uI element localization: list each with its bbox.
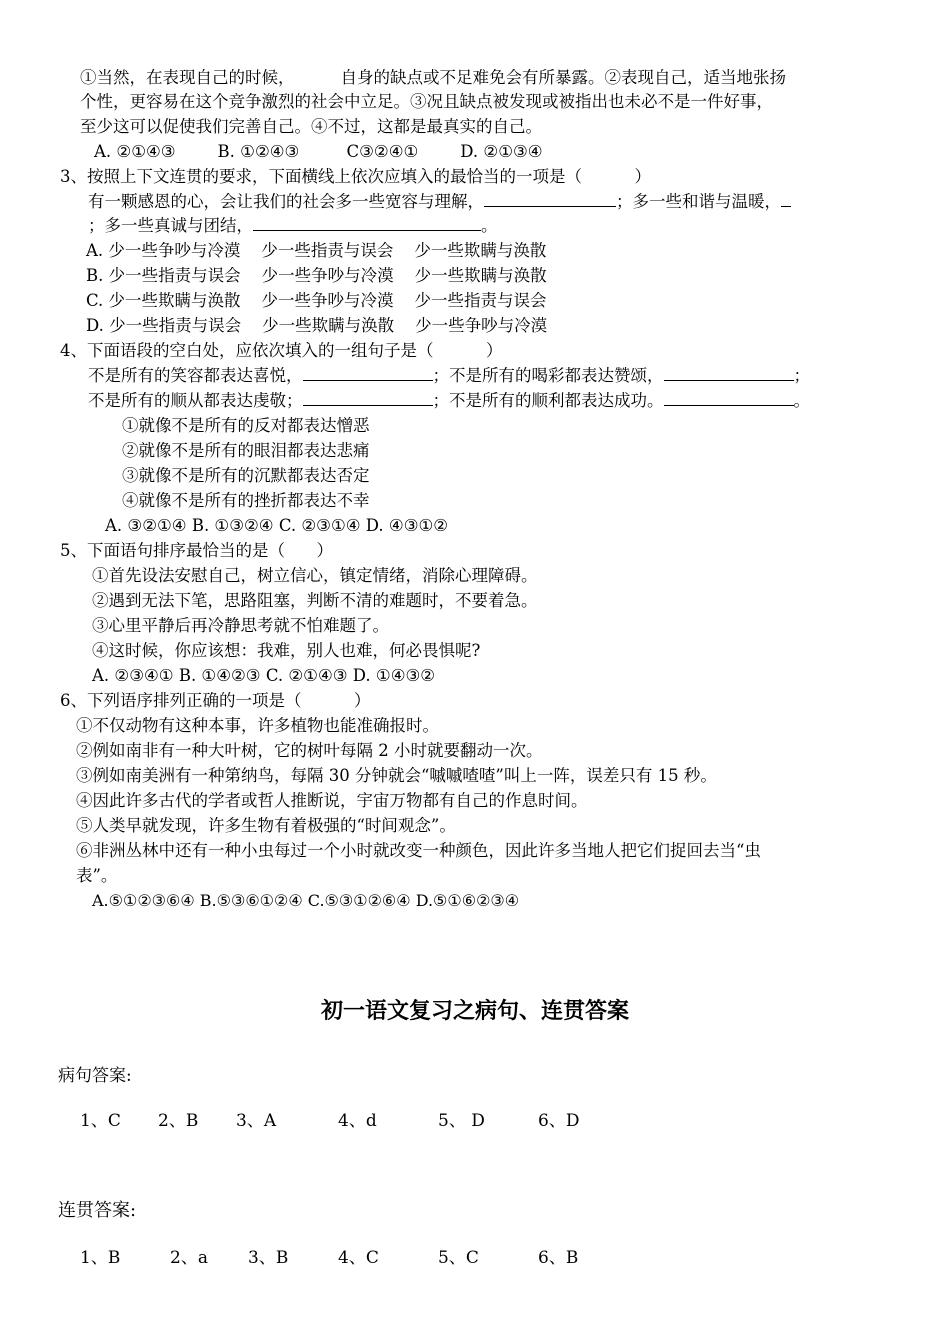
- q5-sentence-2: ②遇到无法下笔，思路阻塞，判断不清的难题时，不要着急。: [92, 591, 538, 610]
- q4-blank-3[interactable]: [303, 389, 433, 406]
- q4-p1b: ；不是所有的喝彩都表达赞颂，: [432, 366, 664, 385]
- q4-options: A. ③②①④ B. ①③②④ C. ②③①④ D. ④③①②: [105, 516, 449, 535]
- q5-sentence-1: ①首先设法安慰自己，树立信心，镇定情绪，消除心理障碍。: [92, 566, 538, 585]
- q3-blank-3[interactable]: [253, 214, 481, 231]
- lianguan-answer-6: 6、B: [538, 1248, 579, 1268]
- q4-blank-2[interactable]: [664, 364, 794, 381]
- q3-passage1a: 有一颗感恩的心，会让我们的社会多一些宽容与理解，: [88, 192, 484, 211]
- q3-passage-line1: [88, 190, 791, 214]
- bingju-answer-1: 1、C: [80, 1111, 121, 1131]
- q3-option-d: D. 少一些指责与误会 少一些欺瞒与涣散 少一些争吵与冷漠: [86, 316, 548, 335]
- q5-stem: 5、下面语句排序最恰当的是（ ）: [60, 541, 333, 560]
- q3-option-b: B. 少一些指责与误会 少一些争吵与冷漠 少一些欺瞒与涣散: [86, 266, 547, 285]
- lianguan-label: 连贯答案:: [58, 1200, 137, 1221]
- bingju-answer-2: 2、B: [158, 1111, 199, 1131]
- bingju-answer-5: 5、 D: [438, 1111, 485, 1131]
- bingju-answer-3: 3、A: [236, 1111, 277, 1131]
- q6-sentence-4: ④因此许多古代的学者或哲人推断说，宇宙万物都有自己的作息时间。: [76, 791, 588, 810]
- q2-options: A. ②①④③ B. ①②④③ C③②④① D. ②①③④: [94, 142, 543, 161]
- q3-blank-2[interactable]: [781, 190, 791, 207]
- q4-p2b: ；不是所有的顺利都表达成功。: [432, 391, 664, 410]
- q6-sentence-3: ③例如南美洲有一种第纳鸟，每隔 30 分钟就会“嘁嘁喳喳”叫上一阵，误差只有 15 秒。: [76, 766, 717, 785]
- q4-sentence-4: ④就像不是所有的挫折都表达不幸: [122, 491, 370, 510]
- q4-p1c: ；: [793, 366, 810, 385]
- q4-p2a: 不是所有的顺从都表达虔敬；: [88, 391, 303, 410]
- q6-stem: 6、下列语序排列正确的一项是（ ）: [60, 691, 371, 710]
- q4-passage-line1: [88, 364, 810, 388]
- q2-line1: [80, 66, 786, 90]
- q6-sentence-6b: 表”。: [76, 866, 118, 885]
- q3-option-a: A. 少一些争吵与冷漠 少一些指责与误会 少一些欺瞒与涣散: [86, 241, 547, 260]
- q4-passage-line2: [88, 389, 810, 413]
- q6-sentence-2: ②例如南非有一种大叶树，它的树叶每隔 2 小时就要翻动一次。: [76, 741, 543, 760]
- lianguan-answer-5: 5、C: [438, 1248, 479, 1268]
- q6-sentence-5: ⑤人类早就发现，许多生物有着极强的“时间观念”。: [76, 816, 456, 835]
- q4-p2c: 。: [793, 391, 810, 410]
- q5-options: A. ②③④① B. ①④②③ C. ②①④③ D. ①④③②: [92, 666, 436, 685]
- q3-passage2a: ；多一些真诚与团结，: [88, 216, 253, 235]
- q5-sentence-4: ④这时候，你应该想：我难，别人也难，何必畏惧呢?: [92, 641, 481, 660]
- q3-passage1b: ；多一些和谐与温暖，: [616, 192, 781, 211]
- q3-passage2b: 。: [481, 216, 498, 235]
- q3-stem: 3、按照上下文连贯的要求，下面横线上依次应填入的最恰当的一项是（ ）: [60, 167, 651, 186]
- q6-options: A.⑤①②③⑥④ B.⑤③⑥①②④ C.⑤③①②⑥④ D.⑤①⑥②③④: [92, 891, 520, 910]
- bingju-answer-4: 4、d: [338, 1111, 377, 1131]
- bingju-answer-6: 6、D: [538, 1111, 580, 1131]
- lianguan-answer-1: 1、B: [80, 1248, 121, 1268]
- q4-blank-4[interactable]: [664, 389, 794, 406]
- q4-sentence-3: ③就像不是所有的沉默都表达否定: [122, 466, 370, 485]
- q4-sentence-1: ①就像不是所有的反对都表达憎恶: [122, 416, 370, 435]
- q3-passage-line2: [88, 214, 498, 238]
- q4-stem: 4、下面语段的空白处，应依次填入的一组句子是（ ）: [60, 341, 503, 360]
- q4-p1a: 不是所有的笑容都表达喜悦，: [88, 366, 303, 385]
- lianguan-answer-2: 2、a: [170, 1248, 208, 1268]
- q2-line2: 个性，更容易在这个竞争激烈的社会中立足。③况且缺点被发现或被指出也未必不是一件好事，: [80, 92, 773, 111]
- q6-sentence-6a: ⑥非洲丛林中还有一种小虫每过一个小时就改变一种颜色，因此许多当地人把它们捉回去当“虫: [76, 841, 761, 860]
- lianguan-answer-4: 4、C: [338, 1248, 379, 1268]
- q5-sentence-3: ③心里平静后再冷静思考就不怕难题了。: [92, 616, 389, 635]
- q4-sentence-2: ②就像不是所有的眼泪都表达悲痛: [122, 441, 370, 460]
- q3-blank-1[interactable]: [484, 190, 616, 207]
- lianguan-answer-3: 3、B: [248, 1248, 289, 1268]
- q2-line1a: ①当然，在表现自己的时候，: [80, 68, 295, 87]
- q6-sentence-1: ①不仅动物有这种本事，许多植物也能准确报时。: [76, 716, 439, 735]
- q3-option-c: C. 少一些欺瞒与涣散 少一些争吵与冷漠 少一些指责与误会: [86, 291, 547, 310]
- q2-line1b: 自身的缺点或不足难免会有所暴露。②表现自己，适当地张扬: [340, 68, 786, 87]
- answers-title: 初一语文复习之病句、连贯答案: [320, 999, 629, 1024]
- q4-blank-1[interactable]: [303, 364, 433, 381]
- q2-line3: 至少这可以促使我们完善自己。④不过，这都是最真实的自己。: [80, 117, 542, 136]
- bingju-label: 病句答案:: [58, 1066, 132, 1086]
